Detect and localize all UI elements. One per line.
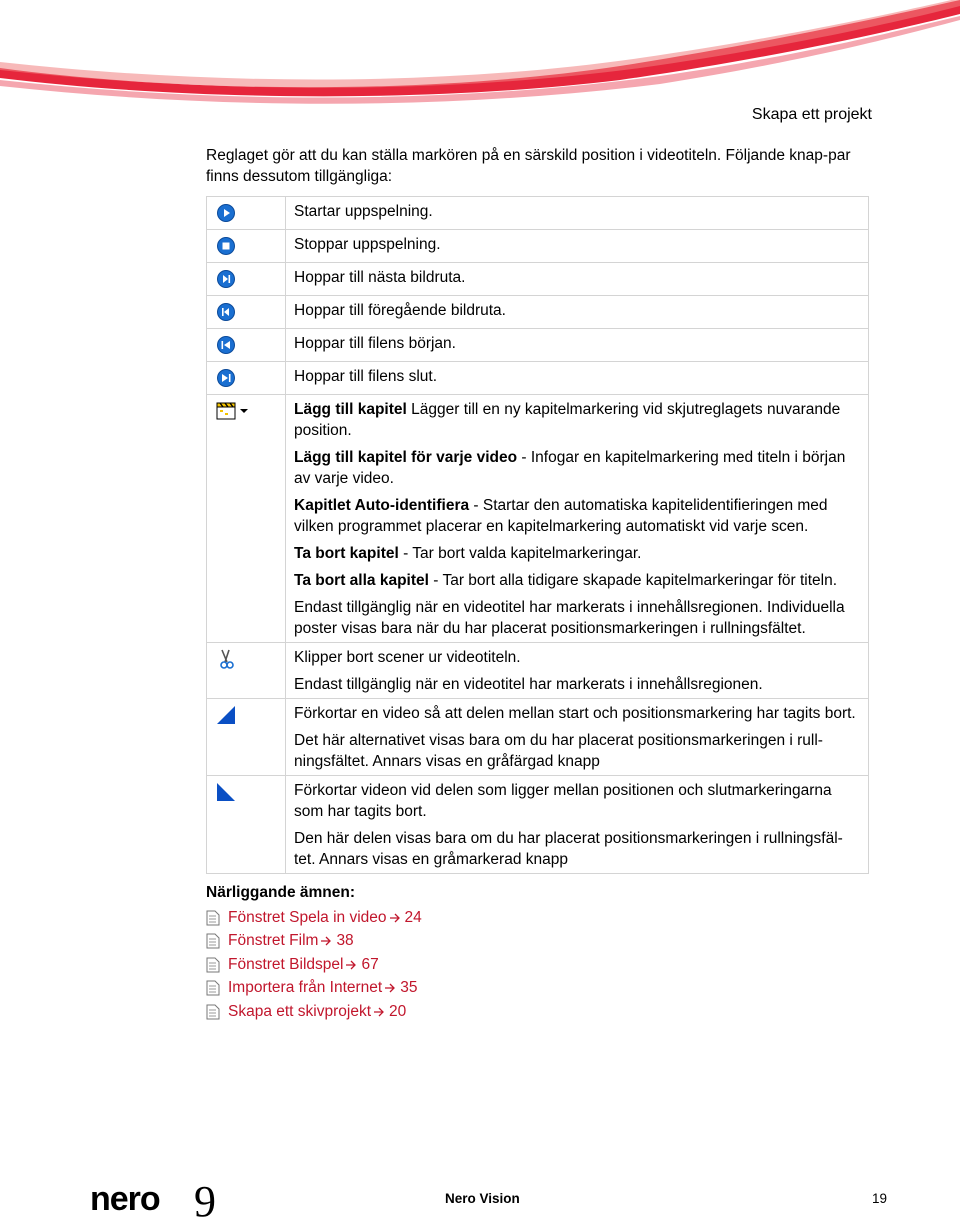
page-number: 19 — [872, 1191, 888, 1206]
document-icon — [206, 980, 220, 996]
skip-to-start-icon — [216, 335, 236, 355]
table-row — [207, 395, 869, 643]
table-row — [207, 230, 869, 263]
related-link-label: Importera från Internet — [228, 979, 383, 997]
table-row — [207, 329, 869, 362]
related-link-page: 24 — [404, 908, 422, 926]
table-row — [207, 296, 869, 329]
table-row — [207, 197, 869, 230]
chapter-note: Endast tillgänglig när en videotitel har markerats i innehållsregionen. Individuella poster visas bara när du har placerat positionsmarkeringen i rullningsfältet. — [294, 599, 845, 637]
stop-icon — [216, 236, 236, 256]
row-text: Hoppar till filens början. — [286, 329, 869, 362]
arrow-right-icon — [320, 936, 332, 946]
chapter-item: Lägg till kapitel Lägger till en ny kapitelmarkering vid skjutreglagets nuvarande position. — [294, 401, 841, 439]
footer-product: Nero Vision — [445, 1191, 520, 1206]
related-link-page: 38 — [336, 932, 354, 950]
document-icon — [206, 933, 220, 949]
trim-start-icon — [216, 705, 236, 725]
related-link[interactable] — [206, 1000, 422, 1024]
document-icon — [206, 1004, 220, 1020]
row-text: Hoppar till filens slut. — [286, 362, 869, 395]
related-link[interactable] — [206, 977, 422, 1001]
arrow-right-icon — [389, 913, 401, 923]
row-text: Stoppar uppspelning. — [286, 230, 869, 263]
section-title: Skapa ett projekt — [751, 106, 872, 123]
chapter-item: Ta bort alla kapitel - Tar bort alla tidigare skapade kapitelmarkeringar för titeln. — [294, 572, 838, 589]
cut-note: Endast tillgänglig när en videotitel har markerats i innehållsregionen. — [294, 676, 763, 693]
arrow-right-icon — [345, 960, 357, 970]
cut-text: Klipper bort scener ur videotiteln. — [294, 649, 521, 666]
intro-paragraph: Reglaget gör att du kan ställa markören på en särskild position i videotiteln. Följande knap-par finns dessutom tillgängliga: — [206, 147, 851, 185]
scissors-icon — [216, 649, 236, 671]
table-row — [207, 699, 869, 776]
row-text: Startar uppspelning. — [286, 197, 869, 230]
related-link-label: Fönstret Spela in video — [228, 908, 387, 926]
chapter-item: Kapitlet Auto-identifiera - Startar den automatiska kapitelidentifieringen med vilken programmet placerar en kapitelmarkering automatiskt vid varje scen. — [294, 497, 828, 535]
svg-text:nero: nero — [90, 1180, 160, 1218]
document-icon — [206, 957, 220, 973]
nero-logo — [90, 1180, 230, 1224]
play-icon — [216, 203, 236, 223]
skip-to-end-icon — [216, 368, 236, 388]
related-link-label: Fönstret Bildspel — [228, 955, 344, 973]
previous-frame-icon — [216, 302, 236, 322]
related-link-page: 35 — [400, 979, 418, 997]
related-topics-list — [206, 906, 422, 1024]
row-text: Hoppar till föregående bildruta. — [286, 296, 869, 329]
table-row — [207, 643, 869, 699]
trim-start-note: Det här alternativet visas bara om du har placerat positionsmarkeringen i rull-ningsfältet. Annars visas en gråfärgad knapp — [294, 732, 823, 770]
chapter-item: Ta bort kapitel - Tar bort valda kapitelmarkeringar. — [294, 545, 642, 562]
related-link[interactable] — [206, 953, 422, 977]
button-description-table — [206, 196, 869, 874]
svg-text:9: 9 — [194, 1180, 216, 1224]
related-link[interactable] — [206, 906, 422, 930]
trim-start-text: Förkortar en video så att delen mellan start och positionsmarkering har tagits bort. — [294, 705, 856, 722]
table-row — [207, 362, 869, 395]
arrow-right-icon — [384, 983, 396, 993]
trim-end-text: Förkortar videon vid delen som ligger mellan positionen och slutmarkeringarna som har tagits bort. — [294, 782, 832, 820]
trim-end-icon — [216, 782, 236, 802]
next-frame-icon — [216, 269, 236, 289]
related-topics-heading: Närliggande ämnen: — [206, 884, 355, 901]
related-link[interactable] — [206, 930, 422, 954]
chapter-item: Lägg till kapitel för varje video - Infogar en kapitelmarkering med titeln i början av varje video. — [294, 449, 846, 487]
arrow-right-icon — [373, 1007, 385, 1017]
table-row — [207, 263, 869, 296]
table-row — [207, 776, 869, 874]
related-link-label: Fönstret Film — [228, 932, 319, 950]
trim-end-note: Den här delen visas bara om du har placerat positionsmarkeringen i rullningsfäl-tet. Annars visas en gråmarkerad knapp — [294, 830, 843, 868]
row-text: Hoppar till nästa bildruta. — [286, 263, 869, 296]
related-link-label: Skapa ett skivprojekt — [228, 1002, 372, 1020]
document-icon — [206, 910, 220, 926]
related-link-page: 20 — [389, 1002, 407, 1020]
header-swoosh — [0, 0, 960, 110]
related-link-page: 67 — [361, 955, 379, 973]
chapter-clapper-icon — [216, 401, 250, 421]
